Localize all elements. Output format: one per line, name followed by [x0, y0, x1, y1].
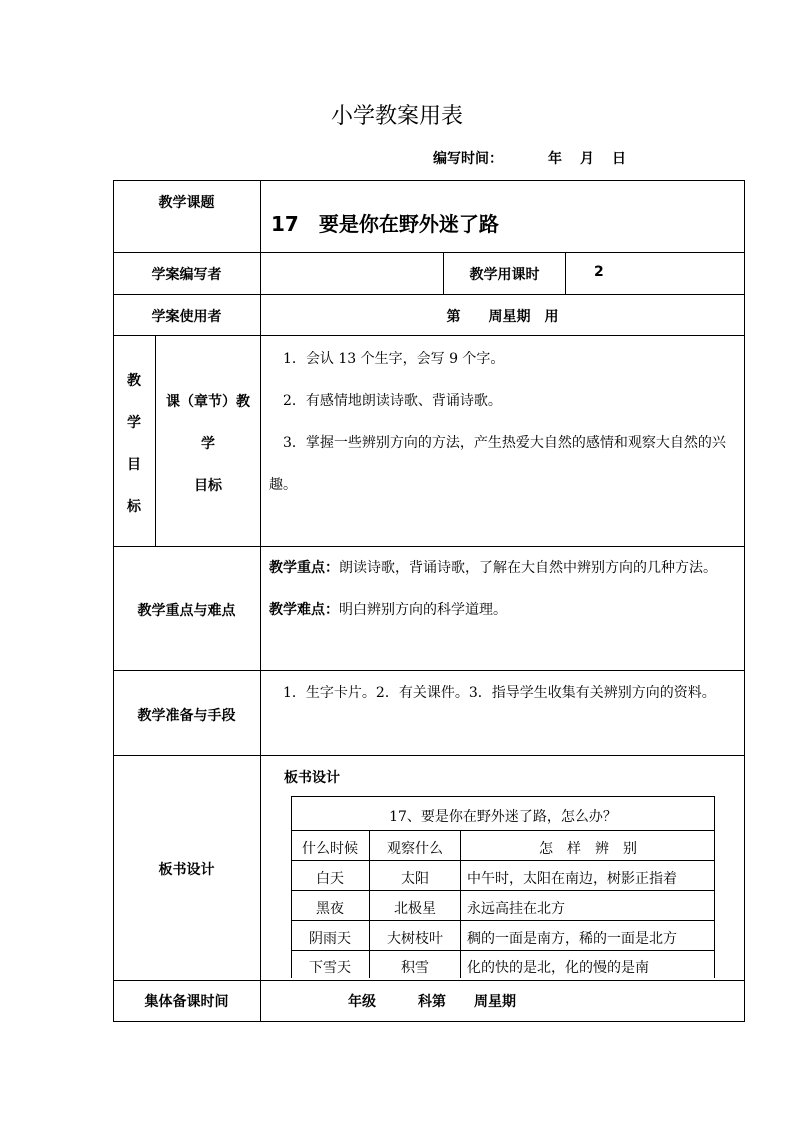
- row-divider: [113, 294, 745, 295]
- user-label: 学案使用者: [151, 309, 222, 325]
- collective-value: 年级 科第 周星期: [348, 994, 516, 1010]
- key-point-label: 教学重点：: [269, 560, 339, 576]
- hours-value-divider: [565, 252, 566, 294]
- hours-label: 教学用课时: [469, 267, 540, 283]
- board-cell: 中午时，太阳在南边，树影正指着: [467, 871, 677, 887]
- board-heading: 板书设计: [284, 770, 340, 786]
- difficulty-label: 教学难点：: [269, 602, 339, 618]
- goal-outer-char: 学: [127, 415, 141, 431]
- goal-item: 2．有感情地朗读诗歌、背诵诗歌。: [269, 393, 502, 409]
- date-year: 年: [548, 151, 562, 167]
- difficulty-text: 明白辨别方向的科学道理。: [339, 602, 507, 618]
- topic-value: 17 要是你在野外迷了路: [271, 212, 499, 236]
- goal-inner-label-line1: 课（章节）教: [166, 394, 250, 410]
- board-cell: 白天: [316, 871, 344, 887]
- board-table-divider: [291, 920, 715, 921]
- board-cell: 黑夜: [316, 901, 344, 917]
- goals-content: [269, 338, 739, 506]
- user-value: 第 周星期 用: [446, 309, 559, 325]
- board-table-divider: [291, 830, 715, 831]
- date-label: 编写时间：: [433, 151, 503, 167]
- board-cell: 北极星: [394, 901, 436, 917]
- board-cell: 太阳: [401, 871, 429, 887]
- board-table-divider: [291, 890, 715, 891]
- hours-value: 2: [594, 264, 604, 280]
- prep-label: 教学准备与手段: [137, 708, 236, 724]
- goal-inner-label-line2: 学: [201, 436, 215, 452]
- row-divider: [113, 755, 745, 756]
- row-divider: [113, 252, 745, 253]
- goal-item: 3．掌握一些辨别方向的方法，产生热爱大自然的感情和观察大自然的兴趣。: [269, 435, 726, 493]
- table-border-right: [744, 180, 745, 1022]
- board-table-divider: [291, 950, 715, 951]
- key-point: [269, 547, 739, 589]
- board-cell: 积雪: [401, 960, 429, 976]
- board-cell: 阴雨天: [309, 931, 351, 947]
- board-header-cell: 怎 样 辨 别: [539, 841, 637, 857]
- key-point-text: 朗读诗歌，背诵诗歌，了解在大自然中辨别方向的几种方法。: [339, 560, 717, 576]
- board-cell: 化的快的是北，化的慢的是南: [467, 960, 649, 976]
- board-label: 板书设计: [158, 862, 215, 878]
- goal-outer-char: 教: [127, 373, 141, 389]
- goal-outer-char: 目: [127, 457, 141, 473]
- key-label: 教学重点与难点: [137, 603, 236, 619]
- board-table-title: 17、要是你在野外迷了路，怎么办？: [389, 809, 617, 825]
- difficulty: [269, 589, 739, 631]
- row-divider: [113, 670, 745, 671]
- board-header-cell: 什么时候: [302, 841, 358, 857]
- prep-content: 1．生字卡片。2．有关课件。3．指导学生收集有关辨别方向的资料。: [269, 685, 716, 701]
- collective-label: 集体备课时间: [144, 994, 229, 1010]
- document-title: 小学教案用表: [330, 104, 463, 129]
- author-label: 学案编写者: [151, 267, 222, 283]
- board-table-border: [291, 796, 715, 797]
- board-cell: 永远高挂在北方: [467, 901, 565, 917]
- date-month: 月: [580, 151, 594, 167]
- board-cell: 下雪天: [309, 960, 351, 976]
- key-content: [269, 547, 739, 631]
- board-header-cell: 观察什么: [387, 841, 443, 857]
- goal-outer-char: 标: [127, 499, 141, 515]
- row-divider: [113, 980, 745, 981]
- goal-item: 1．会认 13 个生字，会写 9 个字。: [269, 351, 505, 367]
- board-table-divider: [291, 860, 715, 861]
- table-border-top: [113, 180, 745, 181]
- board-table: [291, 796, 715, 978]
- table-border-bottom: [113, 1021, 745, 1022]
- board-cell: 大树枝叶: [387, 931, 443, 947]
- board-cell: 稠的一面是南方，稀的一面是北方: [467, 931, 677, 947]
- topic-label: 教学课题: [158, 195, 215, 211]
- date-day: 日: [612, 151, 626, 167]
- goal-inner-label-line3: 目标: [194, 478, 222, 494]
- row-divider: [113, 335, 745, 336]
